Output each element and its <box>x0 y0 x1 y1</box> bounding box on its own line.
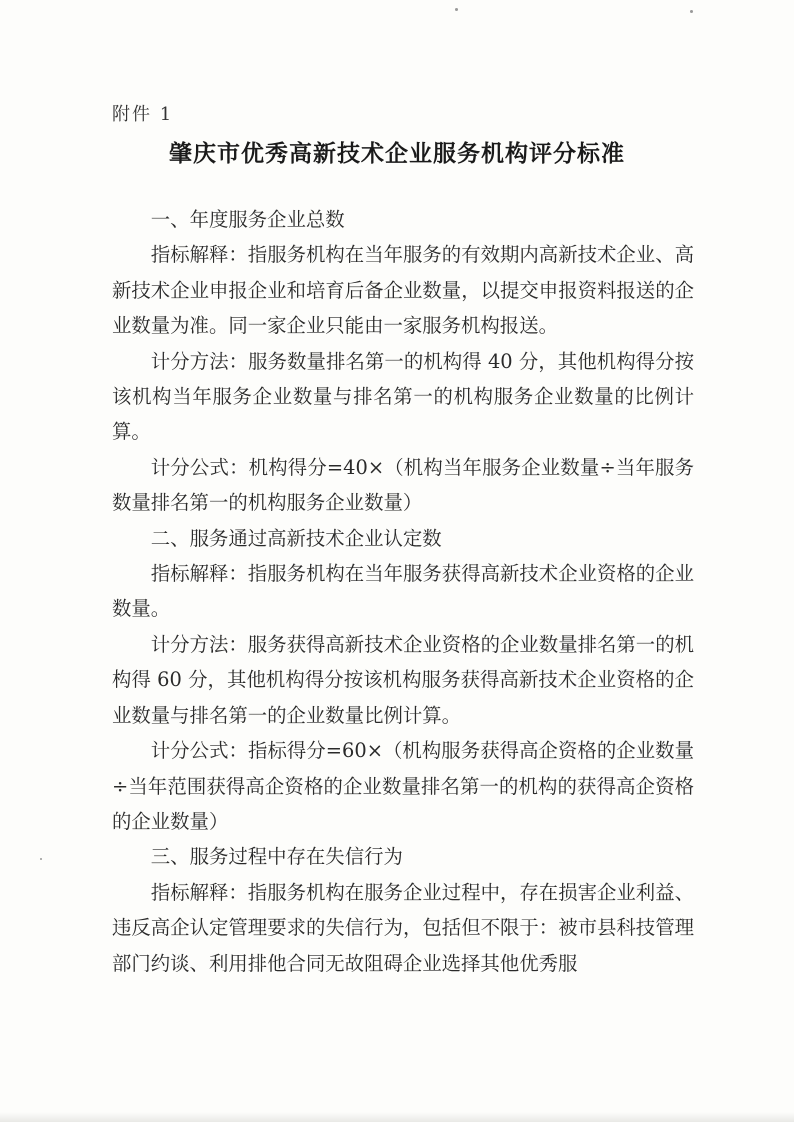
section-heading-1: 一、年度服务企业总数 <box>150 208 345 231</box>
document-title: 肇庆市优秀高新技术企业服务机构评分标准 <box>169 141 625 167</box>
paragraph: 指标解释：指服务机构在服务企业过程中，存在损害企业利益、违反高企认定管理要求的失信行为，包括但不限于：被市县科技管理部门约谈、利用排他合同无故阻碍企业选择其他优秀服 <box>112 880 694 975</box>
document-body <box>112 202 694 981</box>
scan-speck <box>690 10 693 13</box>
paragraph: 计分方法：服务获得高新技术企业资格的企业数量排名第一的机构得 60 分，其他机构得分按该机构服务获得高新技术企业资格的企业数量与排名第一的企业数量比例计算。 <box>112 632 694 727</box>
paragraph: 指标解释：指服务机构在当年服务的有效期内高新技术企业、高新技术企业申报企业和培育后备企业数量，以提交申报资料报送的企业数量为准。同一家企业只能由一家服务机构报送。 <box>112 243 694 338</box>
attachment-label: 附件 1 <box>112 104 174 125</box>
scan-speck <box>455 8 458 11</box>
paragraph: 计分公式：指标得分=60×（机构服务获得高企资格的企业数量÷当年范围获得高企资格的企业数量排名第一的机构的获得高企资格的企业数量） <box>112 739 694 833</box>
section-heading-3: 三、服务过程中存在失信行为 <box>150 845 403 869</box>
section-heading-2: 二、服务通过高新技术企业认定数 <box>150 526 442 550</box>
paragraph: 计分公式：机构得分=40×（机构当年服务企业数量÷当年服务数量排名第一的机构服务企业数量） <box>112 455 694 515</box>
scan-speck <box>40 858 42 860</box>
paragraph: 计分方法：服务数量排名第一的机构得 40 分，其他机构得分按该机构当年服务企业数量与排名第一的机构服务企业数量的比例计算。 <box>112 349 694 444</box>
scan-edge <box>0 1112 794 1122</box>
paragraph: 指标解释：指服务机构在当年服务获得高新技术企业资格的企业数量。 <box>112 562 694 621</box>
